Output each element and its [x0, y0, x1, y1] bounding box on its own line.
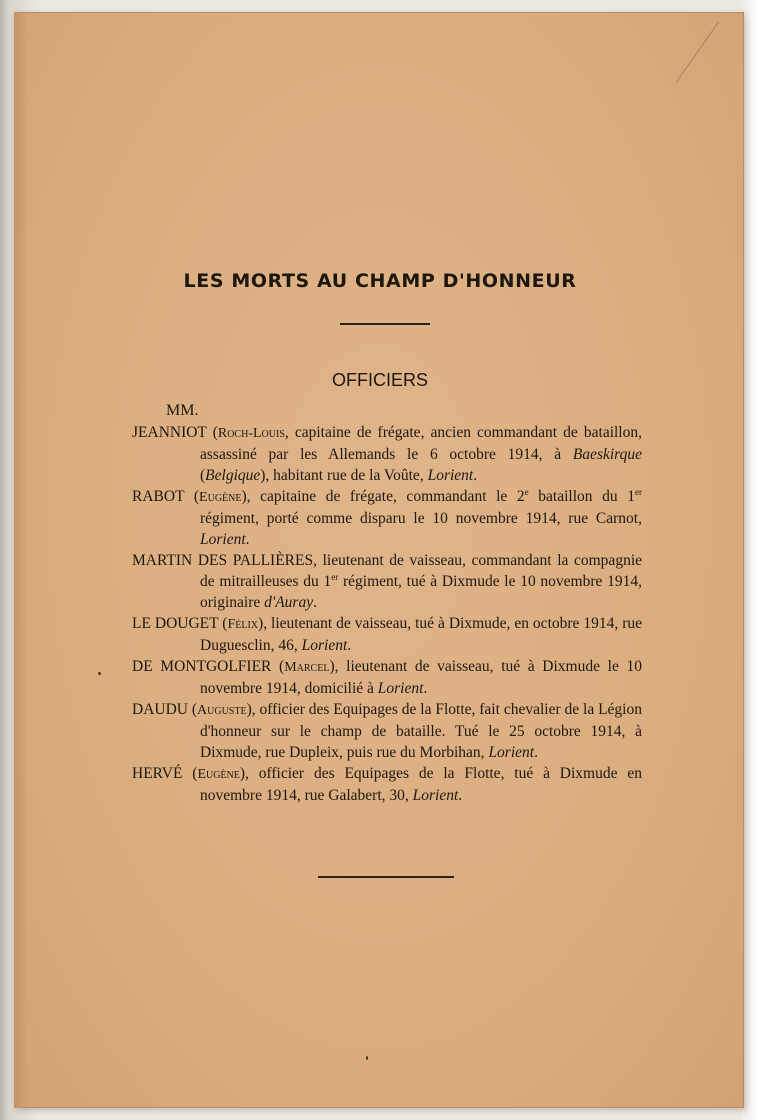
entry-text: .: [423, 680, 428, 697]
entry-text: .: [534, 744, 538, 761]
place-name: Lorient: [488, 744, 535, 761]
officer-list: [132, 422, 642, 806]
place-name: Lorient: [301, 637, 348, 654]
place-name: Lorient: [427, 467, 474, 484]
officer-name: RABOT: [132, 488, 185, 505]
entry-text: ), officier des Equipages de la Flotte, tué à Dixmude en novembre 1914, rue Galabert, 30,: [200, 765, 642, 804]
list-item: JEANNIOT (Roch-Louis, capitaine de frégate, ancien commandant de bataillon, assassiné par les Allemands le 6 octobre 1914, à Baeskirque (Belgique), habitant rue de la Voûte, Lorient.: [132, 424, 642, 484]
entry-text: , capitaine de frégate, ancien commandant de bataillon, assassiné par les Allemands le 6 octobre 1914, à: [200, 424, 642, 463]
officer-forename: Félix: [227, 617, 259, 632]
place-name: Lorient: [377, 680, 424, 697]
salutation: MM.: [166, 402, 199, 419]
place-name: Baeskirque: [572, 446, 642, 463]
ink-speck: [366, 1056, 368, 1060]
officer-forename: Roch-Louis: [217, 426, 285, 441]
list-item: HERVÉ (Eugène), officier des Equipages de la Flotte, tué à Dixmude en novembre 1914, rue Galabert, 30, Lorient.: [132, 765, 642, 804]
list-item: DAUDU (Auguste), officier des Equipages de la Flotte, fait chevalier de la Légion d'honneur sur le champ de bataille. Tué le 25 octobre 1914, à Dixmude, rue Dupleix, puis rue du Morbihan, Lorient.: [132, 701, 642, 761]
superscript: er: [331, 571, 339, 582]
officer-forename: Marcel: [284, 660, 330, 675]
entry-text: , lieutenant de vaisseau, commandant la compagnie de mitrailleuses du 1: [200, 552, 642, 590]
entry-text: régiment, tué à Dixmude le 10 novembre 1914, originaire: [200, 573, 642, 611]
entry-text: .: [347, 637, 352, 654]
section-heading: OFFICIERS: [331, 370, 428, 390]
officer-name: DAUDU: [132, 701, 188, 718]
entry-text: .: [245, 531, 250, 548]
entry-text: (: [200, 467, 206, 484]
list-item: [132, 550, 642, 613]
entry-text: , capitaine de frégate, commandant le 2: [246, 488, 525, 505]
place-name: Belgique: [205, 467, 261, 484]
entry-text: ), habitant rue de la Voûte,: [260, 467, 428, 484]
place-name: Lorient: [200, 531, 246, 548]
entry-text: , lieutenant de vaisseau, tué à Dixmude le 10 novembre 1914, domicilié à: [200, 658, 642, 697]
entry-text: régiment, porté comme disparu le 10 novembre 1914, rue Carnot,: [200, 510, 642, 527]
ink-speck: [98, 672, 101, 675]
officer-forename: Auguste: [197, 703, 247, 718]
place-name: d'Auray: [264, 594, 314, 611]
entry-text: .: [313, 594, 317, 611]
entry-text: .: [473, 467, 478, 484]
place-name: Lorient: [412, 787, 459, 804]
officer-name: MARTIN DES PALLIÈRES: [132, 552, 314, 569]
entry-text: , lieutenant de vaisseau, tué à Dixmude, en octobre 1914, rue Duguesclin, 46,: [200, 615, 643, 654]
list-item: RABOT (Eugène), capitaine de frégate, commandant le 2e bataillon du 1er régiment, porté comme disparu le 10 novembre 1914, rue Carnot, Lorient.: [132, 486, 642, 548]
superscript: er: [634, 486, 642, 497]
officer-name: JEANNIOT: [132, 424, 207, 441]
officer-forename: Eugène: [197, 767, 240, 782]
page-title: LES MORTS AU CHAMP D'HONNEUR: [183, 270, 577, 292]
end-rule: [318, 876, 454, 878]
officer-forename: Eugène: [199, 490, 242, 505]
list-item: LE DOUGET (Félix), lieutenant de vaisseau, tué à Dixmude, en octobre 1914, rue Duguesclin, 46, Lorient.: [132, 615, 643, 654]
superscript: e: [524, 486, 529, 497]
entry-text: .: [458, 787, 463, 804]
title-rule: [340, 323, 430, 325]
officer-name: DE MONTGOLFIER: [132, 658, 272, 675]
list-item: DE MONTGOLFIER (Marcel), lieutenant de vaisseau, tué à Dixmude le 10 novembre 1914, domicilié à Lorient.: [132, 658, 642, 697]
officer-name: HERVÉ: [132, 765, 183, 782]
entry-text: , officier des Equipages de la Flotte, fait chevalier de la Légion d'honneur sur le champ de bataille. Tué le 25 octobre 1914, à Dixmude, rue Dupleix, puis rue du Morbihan,: [200, 701, 642, 761]
officer-name: LE DOUGET: [132, 615, 219, 632]
entry-text: bataillon du 1: [528, 488, 635, 505]
